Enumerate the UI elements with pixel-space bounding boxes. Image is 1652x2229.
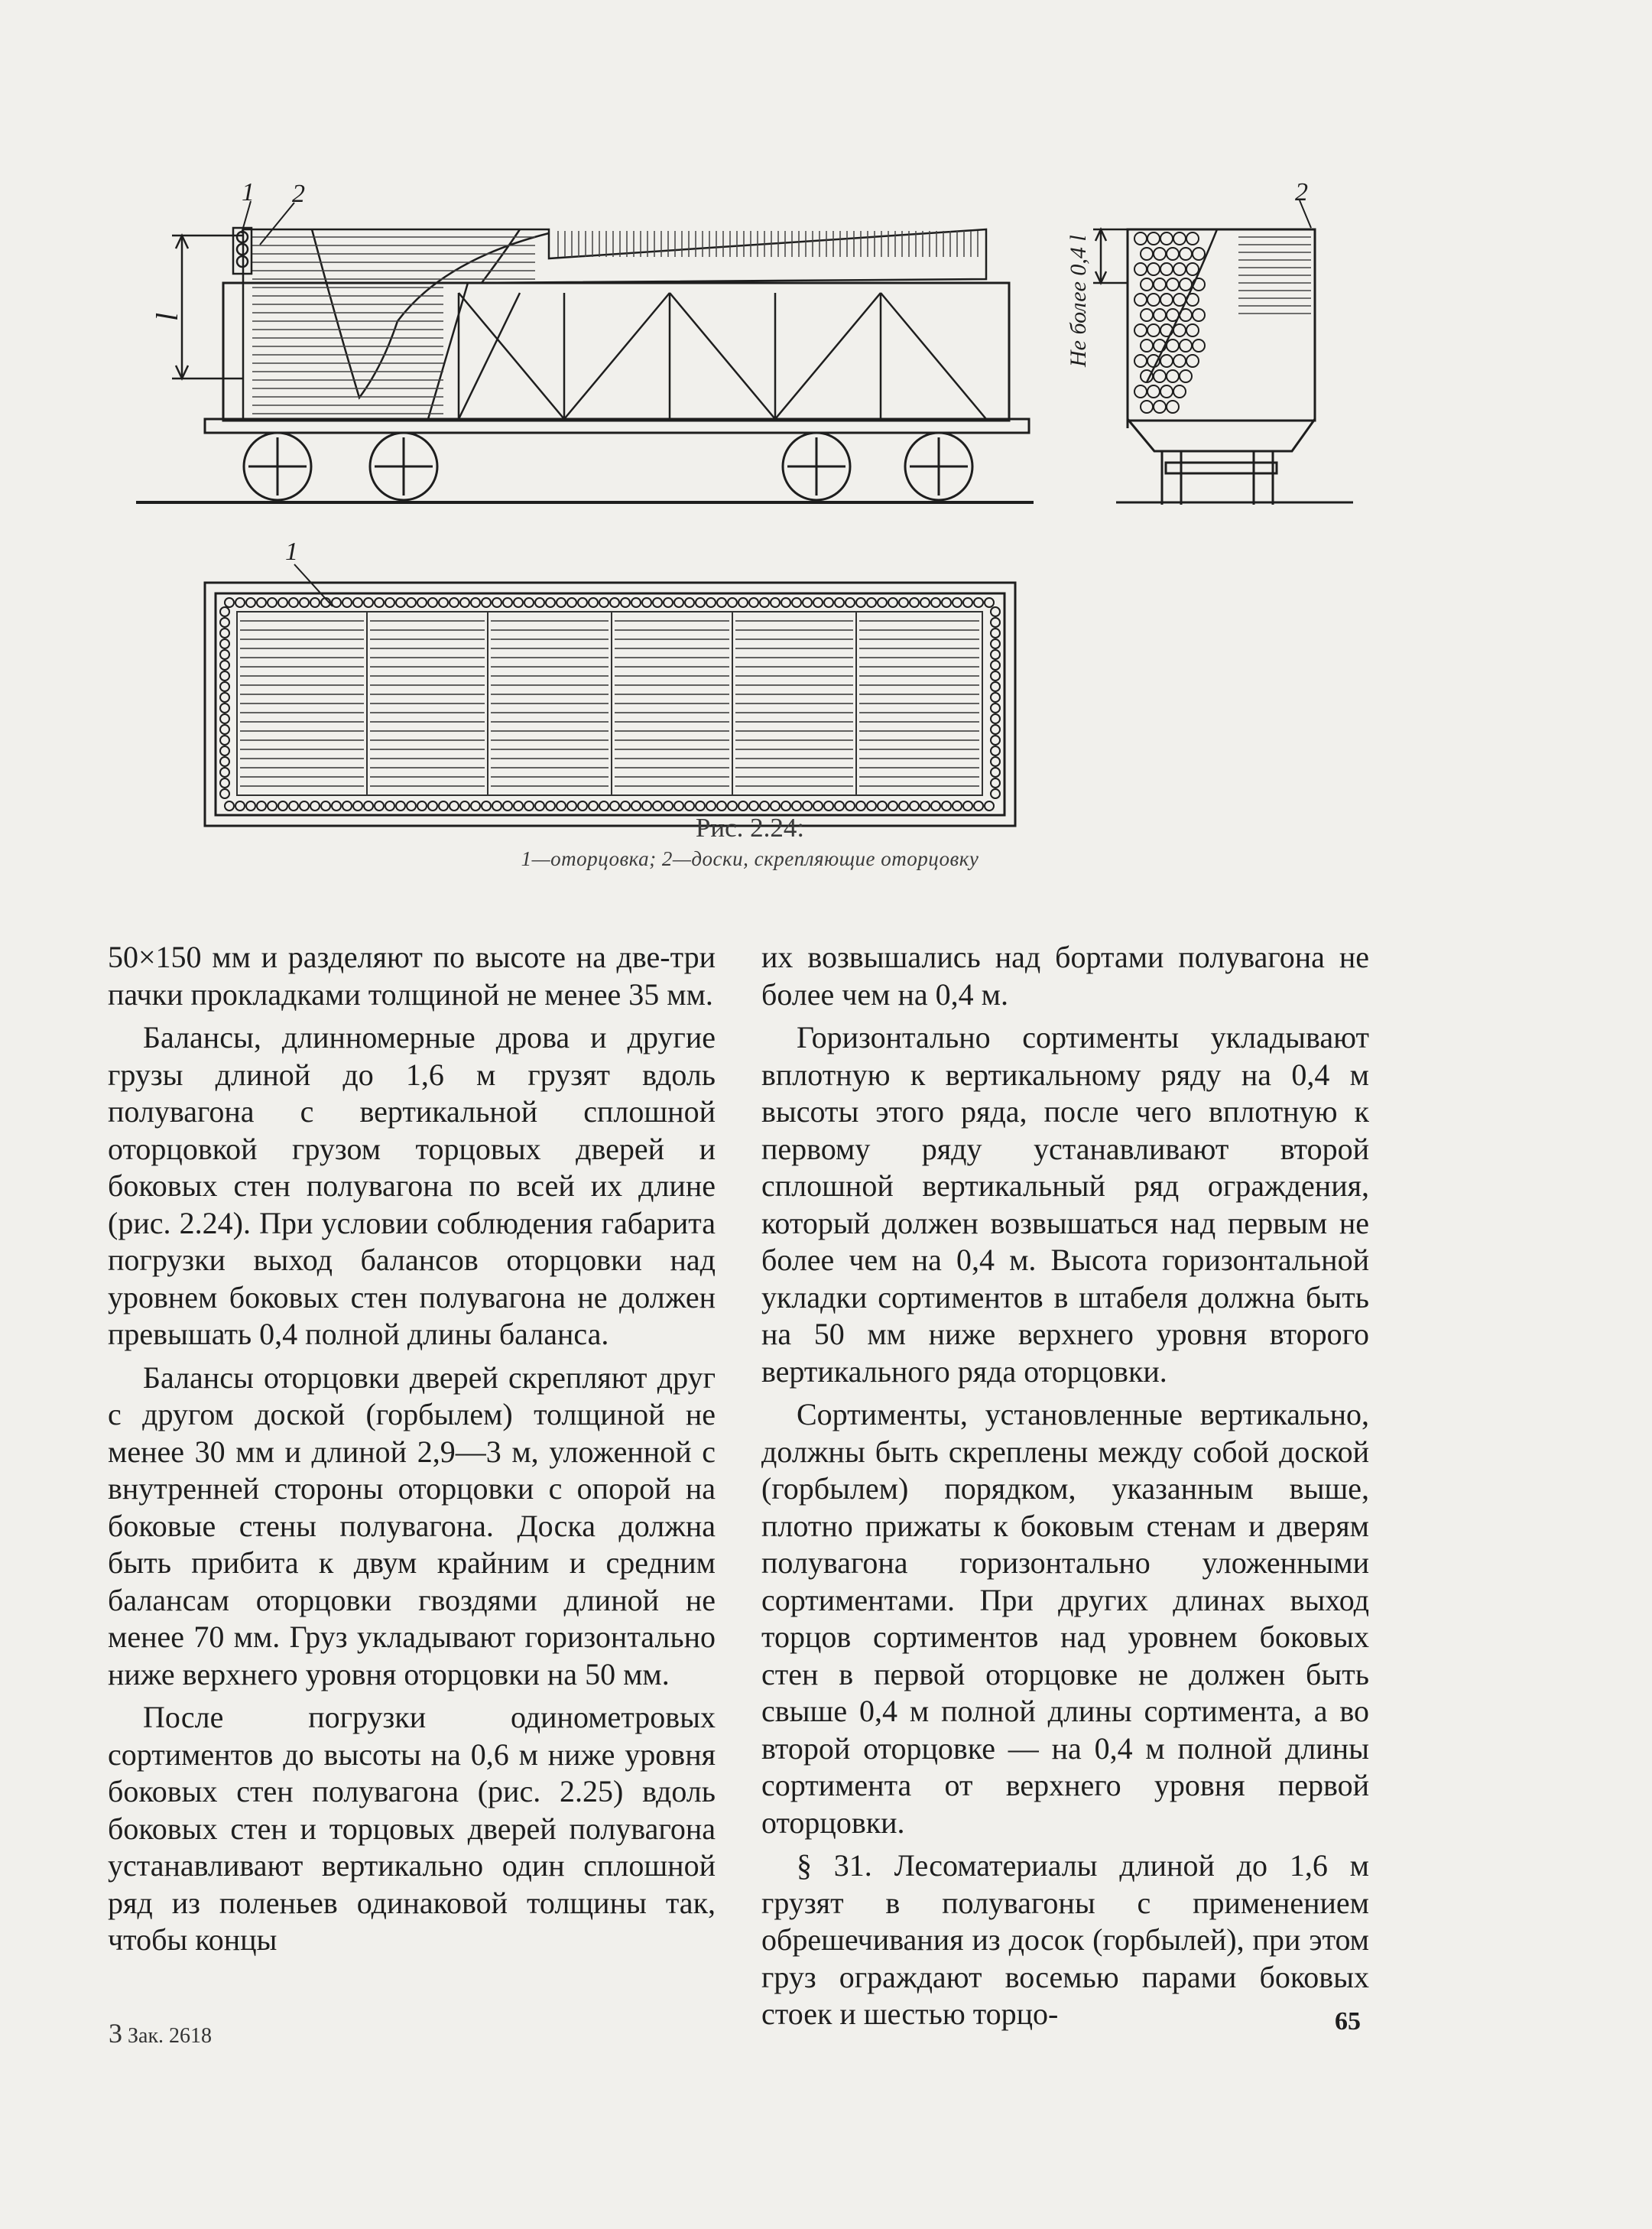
paragraph: Балансы оторцовки дверей скрепляют друг с другом доской (горбылем) толщиной не менее 30 мм и длиной 2,9—3 м, уложенной с внутренней стороны оторцовки с опорой на боковые стены полувагона. Доска должна быть прибита к двум крайним и средним балансам оторцовки гвоздями длиной не менее 70 мм. Груз укладывают горизонтально ниже верхнего уровня оторцовки на 50 мм. bbox=[108, 1360, 716, 1691]
plan-view bbox=[205, 583, 1015, 826]
car-body-side bbox=[223, 283, 1009, 421]
dimension-end bbox=[1093, 200, 1311, 283]
callout-plan-1: 1 bbox=[285, 538, 298, 566]
figure-title: Рис. 2.24: bbox=[695, 813, 805, 843]
end-stakes-side bbox=[223, 228, 252, 419]
paragraph: § 31. Лесоматериалы длиной до 1,6 м грузят в полувагоны с применением обрешечивания из досок (горбылей), при этом груз ограждают восемью парами боковых стоек и шестью торцо- bbox=[761, 1848, 1369, 2031]
callout-end-2: 2 bbox=[1295, 178, 1308, 206]
page-number: 65 bbox=[1335, 2007, 1361, 2036]
load-hatch bbox=[252, 231, 978, 414]
left-column bbox=[108, 939, 716, 1959]
paragraph: их возвышались над бортами полувагона не более чем на 0,4 м. bbox=[761, 940, 1369, 1012]
figure-2-24 bbox=[0, 0, 1652, 879]
figure-drawing bbox=[0, 0, 1652, 879]
dim-end-label: Не более 0,4 l bbox=[1066, 235, 1091, 367]
paragraph: 50×150 мм и разделяют по высоте на две-три пачки прокладками толщиной не менее 35 мм. bbox=[108, 940, 716, 1012]
paragraph: После погрузки одинометровых сортиментов до высоты на 0,6 м ниже уровня боковых стен полувагона (рис. 2.25) вдоль боковых стен и торцовых дверей полувагона устанавливают вертикально один сплошной ряд из поленьев одинаковой толщины так, чтобы концы bbox=[108, 1700, 716, 1957]
paragraph: Балансы, длинномерные дрова и другие грузы длиной до 1,6 м грузят вдоль полувагона с вертикальной сплошной оторцовкой грузом торцовых дверей и боковых стен полувагона по всей их длине (рис. 2.24). При условии соблюдения габарита погрузки выход балансов оторцовки над уровнем боковых стен полувагона не должен превышать 0,4 полной длины баланса. bbox=[108, 1020, 716, 1351]
order-number: Зак. 2618 bbox=[128, 2024, 213, 2048]
wheels-side bbox=[244, 433, 972, 500]
callout-side-1: 1 bbox=[242, 178, 255, 206]
car-truss bbox=[459, 293, 986, 419]
paragraph: Сортименты, установленные вертикально, должны быть скреплены между собой доской (горбылем) порядком, указанным выше, плотно прижаты к боковым стенам и дверям полувагона горизонтально уложенными сортиментами. При других длинах выход торцов сортиментов над уровнем боковых стен в первой оторцовке не должен быть свыше 0,4 м полной длины сортимента, а во второй оторцовке — на 0,4 м полной длины сортимента от верхнего уровня первой оторцовки. bbox=[761, 1397, 1369, 1840]
paragraph: Горизонтально сортименты укладывают вплотную к вертикальному ряду на 0,4 м высоты этого ряда, после чего вплотную к первому ряду устанавливают второй сплошной вертикальный ряд ограждения, который должен возвышаться над первым не более чем на 0,4 м. Высота горизонтальной укладки сортиментов в штабеля должна быть на 50 мм ниже верхнего уровня второго вертикального ряда оторцовки. bbox=[761, 1020, 1369, 1389]
print-signature bbox=[109, 2017, 212, 2049]
dim-l-label: l bbox=[150, 312, 184, 321]
callout-side-2: 2 bbox=[292, 180, 305, 208]
leader-lines-side bbox=[242, 201, 294, 245]
plan-load bbox=[237, 612, 982, 795]
right-column bbox=[761, 939, 1369, 2033]
end-hatch bbox=[1238, 237, 1311, 314]
load-side bbox=[243, 229, 986, 419]
end-logs bbox=[1134, 232, 1205, 413]
figure-caption: 1—оторцовка; 2—доски, скрепляющие оторцовку bbox=[521, 847, 979, 870]
signature-mark: 3 bbox=[109, 2018, 122, 2049]
